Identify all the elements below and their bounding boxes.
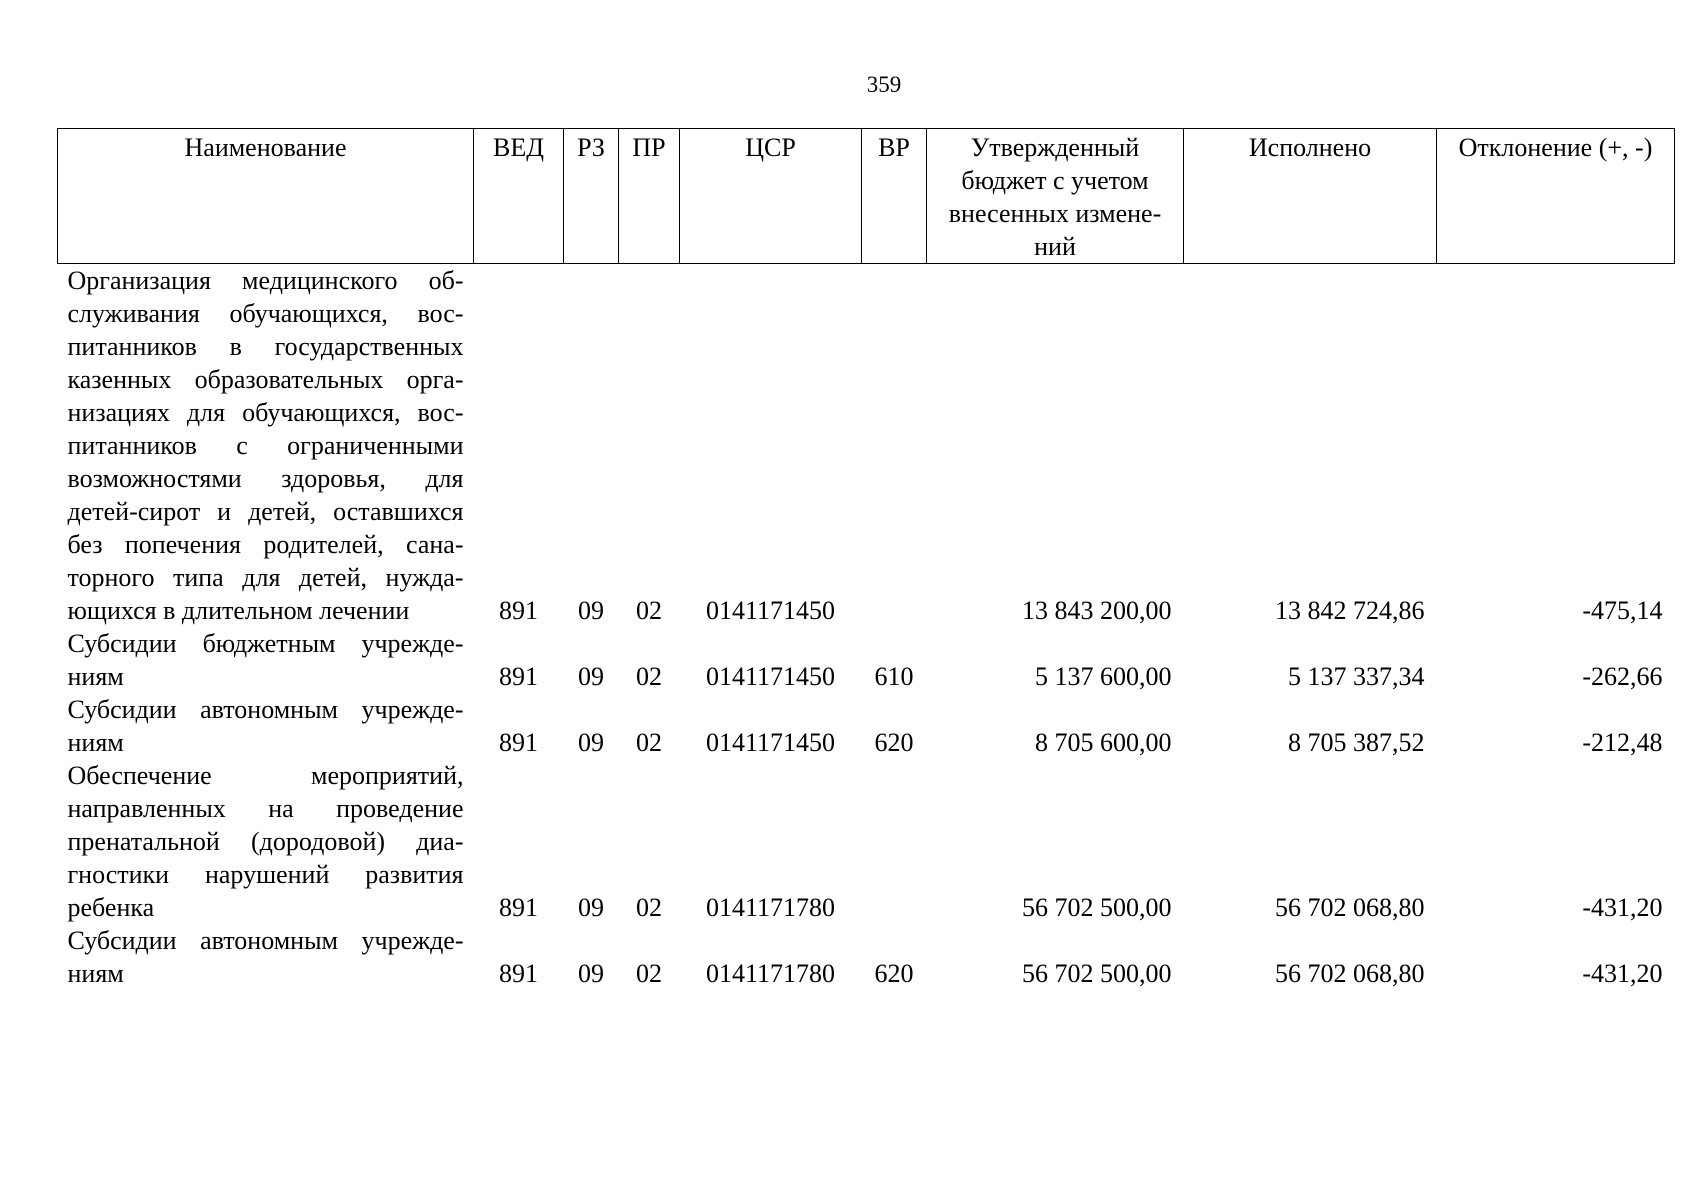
header-vr: ВР	[862, 129, 927, 264]
row-pr: 02	[636, 662, 662, 691]
table-row	[58, 759, 1675, 924]
row-deviation: -212,48	[1582, 728, 1663, 757]
row-executed: 56 702 068,80	[1275, 959, 1425, 988]
header-approved-budget: Утвержденный бюджет с учетом внесенных измене-ний	[927, 129, 1184, 264]
row-executed: 8 705 387,52	[1288, 728, 1425, 757]
row-name: Обеспечение мероприятий, направленных на проведение пренатальной (дородовой) диа-гностики нарушений развития ребенка	[67, 761, 464, 922]
table-row	[58, 693, 1675, 759]
row-approved: 8 705 600,00	[1035, 728, 1172, 757]
page-number: 359	[866, 72, 902, 97]
header-executed: Исполнено	[1184, 129, 1437, 264]
header-ved: ВЕД	[474, 129, 564, 264]
table-header	[58, 129, 1675, 264]
row-vr: 610	[874, 662, 914, 691]
header-pr: ПР	[619, 129, 680, 264]
row-csr: 0141171780	[705, 959, 836, 988]
row-pr: 02	[636, 893, 662, 922]
header-csr: ЦСР	[680, 129, 862, 264]
row-executed: 56 702 068,80	[1275, 893, 1425, 922]
row-deviation: -262,66	[1582, 662, 1663, 691]
row-vr: 620	[874, 959, 914, 988]
row-csr: 0141171450	[705, 728, 836, 757]
row-ved: 891	[499, 728, 538, 757]
row-approved: 56 702 500,00	[1022, 893, 1172, 922]
row-deviation: -431,20	[1582, 893, 1663, 922]
row-csr: 0141171450	[705, 662, 836, 691]
header-rz: РЗ	[564, 129, 619, 264]
row-rz: 09	[578, 959, 604, 988]
row-pr: 02	[636, 596, 662, 625]
row-csr: 0141171780	[705, 893, 836, 922]
row-name: Субсидии бюджетным учрежде-ниям	[67, 629, 464, 691]
row-ved: 891	[499, 893, 538, 922]
table-body	[58, 264, 1675, 991]
header-deviation: Отклонение (+, -)	[1437, 129, 1675, 264]
row-approved: 13 843 200,00	[1022, 596, 1172, 625]
row-vr	[862, 759, 927, 924]
row-name: Организация медицинского об-служивания обучающихся, вос-питанников в государственных казенных образовательных орга-низациях для обучающихся, вос-питанников с ограниченными возможностями здоровья, для детей-сирот и детей, оставшихся без попечения родителей, сана-торного типа для детей, нужда-ющихся в длительном лечении	[67, 266, 464, 625]
row-pr: 02	[636, 728, 662, 757]
row-deviation: -475,14	[1582, 596, 1663, 625]
header-row	[58, 129, 1675, 264]
budget-table	[57, 128, 1675, 990]
row-rz: 09	[578, 596, 604, 625]
row-rz: 09	[578, 893, 604, 922]
row-deviation: -431,20	[1582, 959, 1663, 988]
row-rz: 09	[578, 728, 604, 757]
row-vr: 620	[874, 728, 914, 757]
row-approved: 56 702 500,00	[1022, 959, 1172, 988]
table-row	[58, 627, 1675, 693]
table-row	[58, 924, 1675, 990]
row-approved: 5 137 600,00	[1035, 662, 1172, 691]
table-row	[58, 264, 1675, 628]
row-csr: 0141171450	[705, 596, 836, 625]
row-vr	[862, 264, 927, 628]
row-name: Субсидии автономным учрежде-ниям	[67, 926, 464, 988]
row-rz: 09	[578, 662, 604, 691]
row-ved: 891	[499, 959, 538, 988]
row-ved: 891	[499, 662, 538, 691]
row-executed: 5 137 337,34	[1288, 662, 1425, 691]
row-executed: 13 842 724,86	[1275, 596, 1425, 625]
header-name: Наименование	[58, 129, 474, 264]
row-pr: 02	[636, 959, 662, 988]
row-ved: 891	[499, 596, 538, 625]
row-name: Субсидии автономным учрежде-ниям	[67, 695, 464, 757]
